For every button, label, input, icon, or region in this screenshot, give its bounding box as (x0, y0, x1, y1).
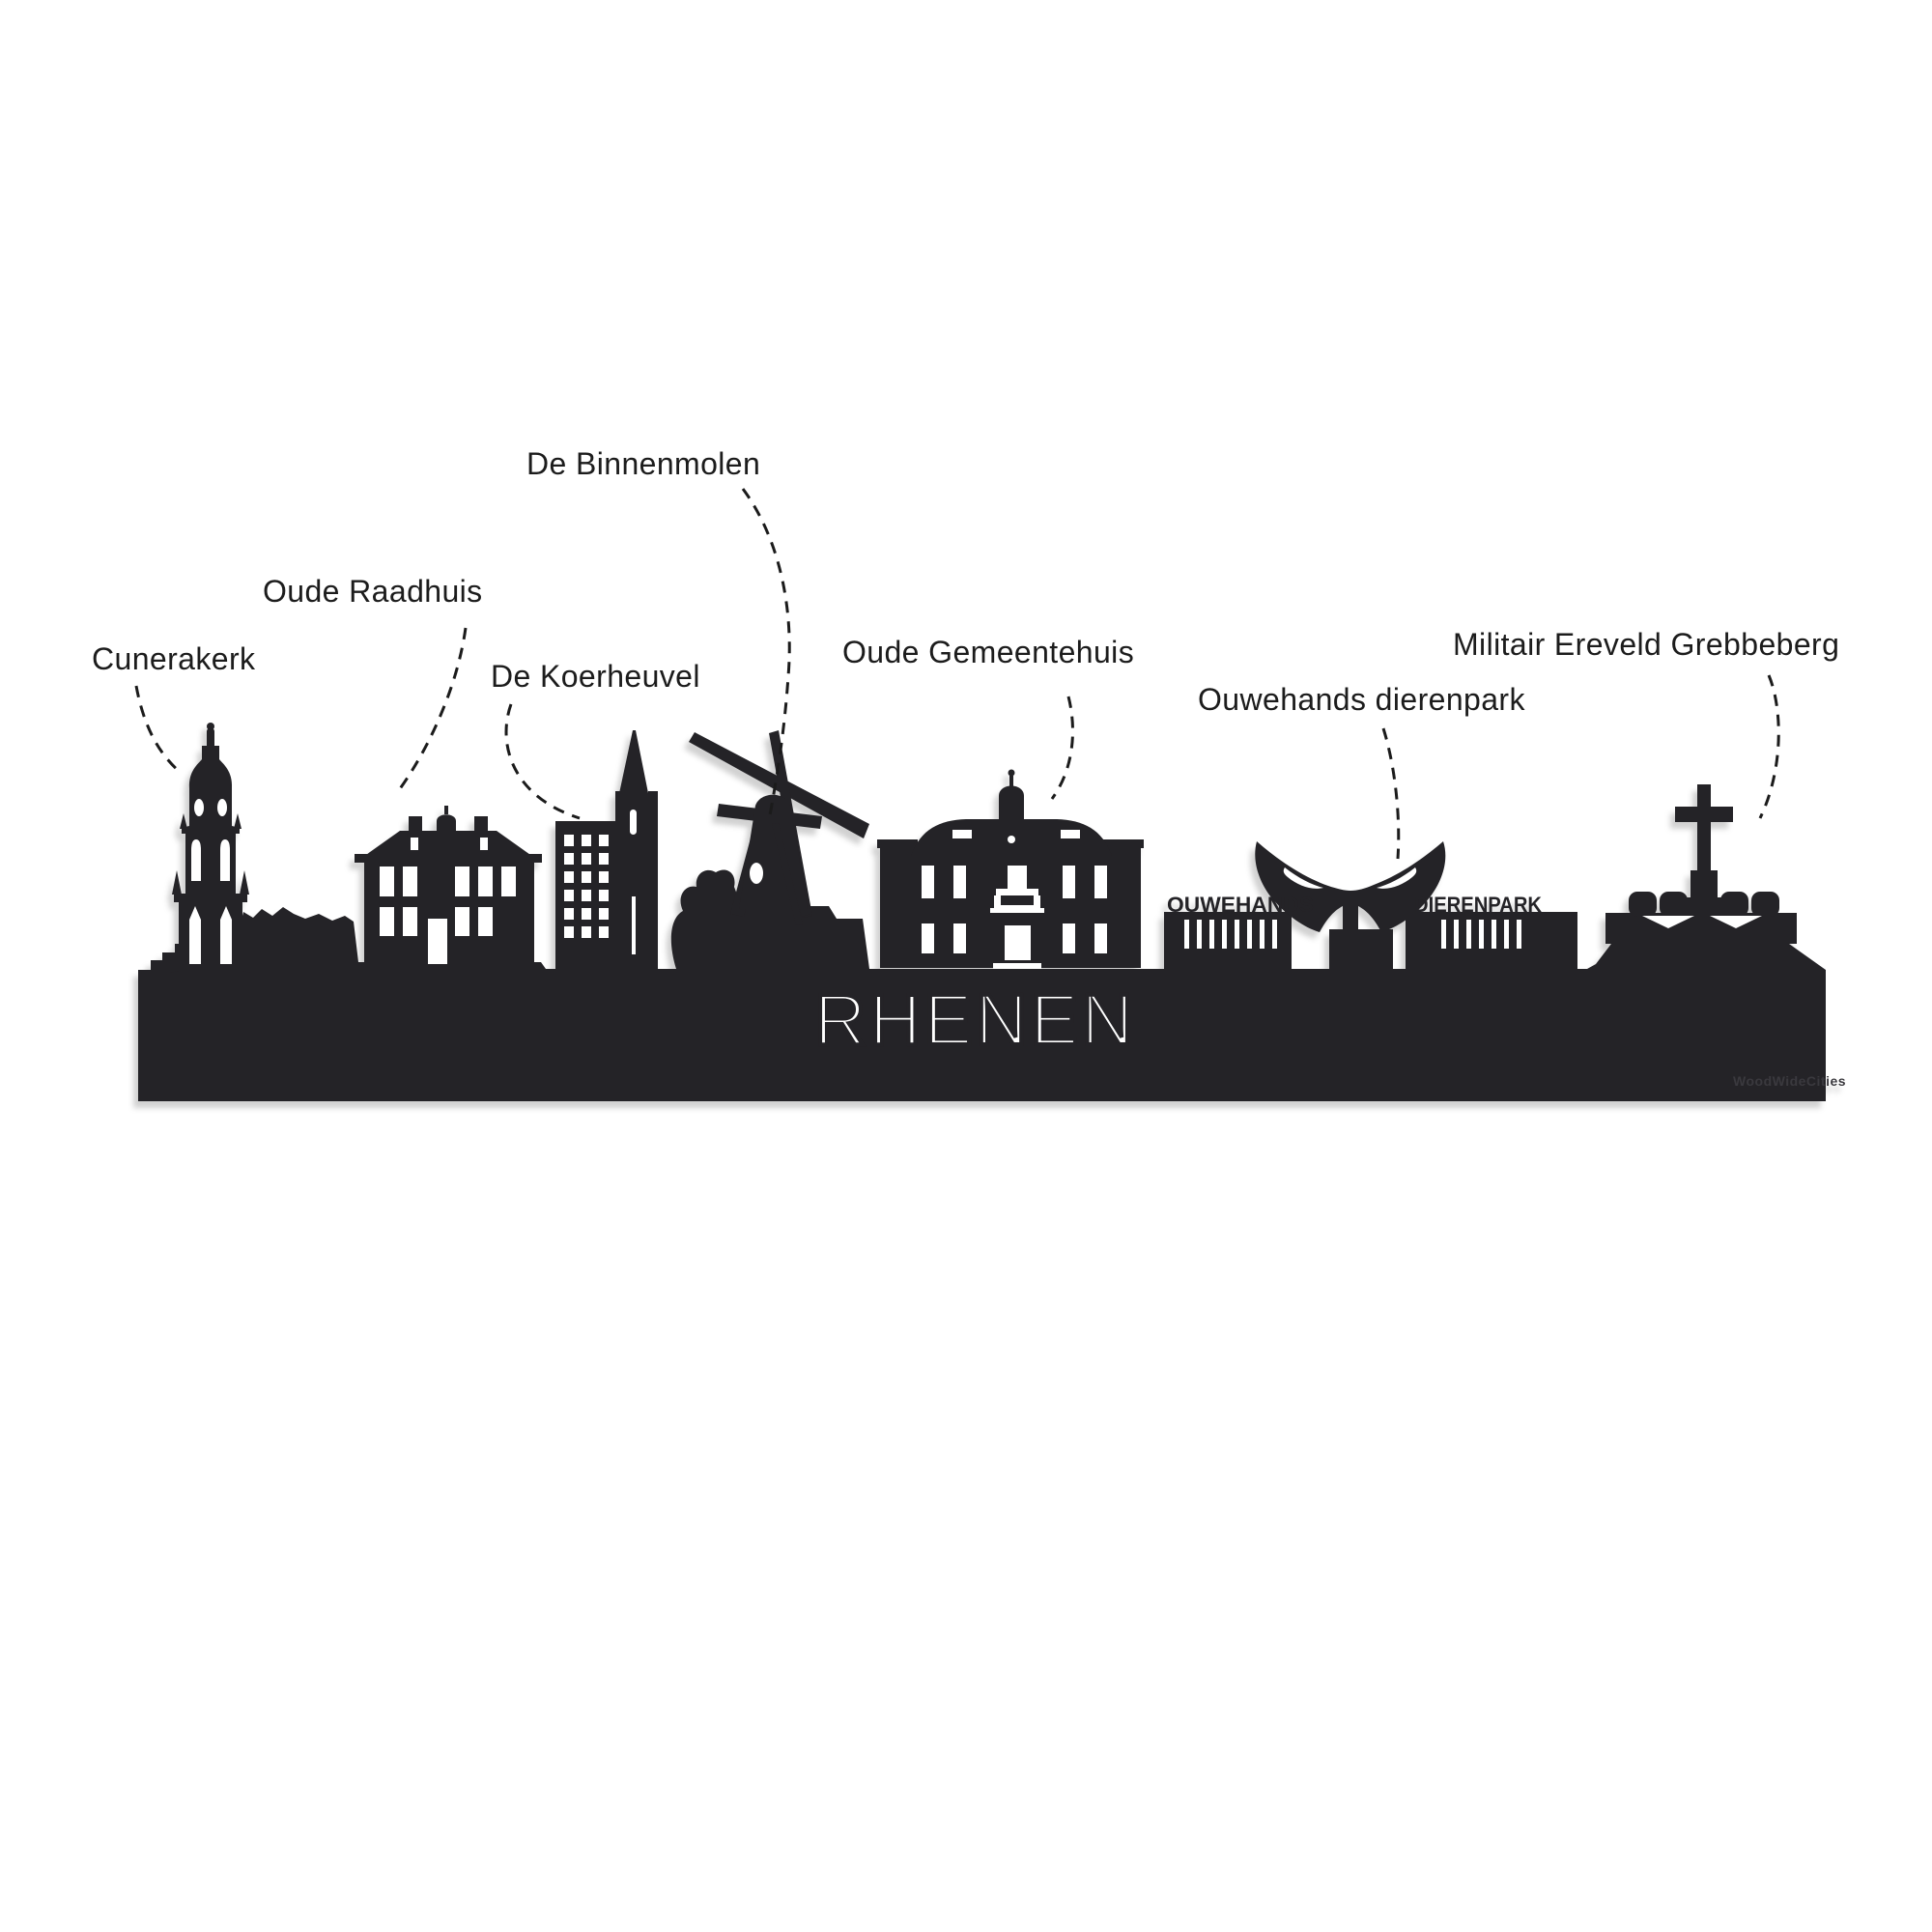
label-oude-raadhuis: Oude Raadhuis (263, 574, 483, 609)
city-name-text: RHENEN (814, 980, 1141, 1060)
dierenpark-sign-text: DIERENPARK (1414, 893, 1543, 917)
grebbeberg-memorial-silhouette (1605, 784, 1797, 944)
label-ouwehands-dierenpark: Ouwehands dierenpark (1198, 682, 1525, 717)
memorial-cross-icon (1697, 784, 1711, 873)
skyline-silhouette (138, 723, 1846, 1101)
de-binnenmolen-silhouette (671, 730, 869, 969)
label-de-binnenmolen: De Binnenmolen (526, 446, 761, 481)
leader-oude-gemeentehuis (1052, 696, 1072, 799)
cunerakerk-silhouette (170, 723, 251, 981)
watermark-text: WoodWideCities (1733, 1073, 1847, 1089)
label-cunerakerk: Cunerakerk (92, 641, 256, 676)
leader-cunerakerk (136, 686, 180, 772)
label-oude-gemeentehuis: Oude Gemeentehuis (842, 635, 1135, 669)
ouwehands-sign-text: OUWEHANDS (1167, 893, 1314, 917)
label-de-koerheuvel: De Koerheuvel (491, 659, 700, 694)
leader-militair-ereveld-grebbeberg (1760, 675, 1778, 818)
leader-ouwehands-dierenpark (1383, 728, 1399, 859)
leader-oude-raadhuis (399, 628, 466, 790)
leader-de-koerheuvel (506, 704, 580, 818)
label-militair-ereveld-grebbeberg: Militair Ereveld Grebbeberg (1453, 627, 1840, 662)
leader-lines (136, 489, 1778, 859)
